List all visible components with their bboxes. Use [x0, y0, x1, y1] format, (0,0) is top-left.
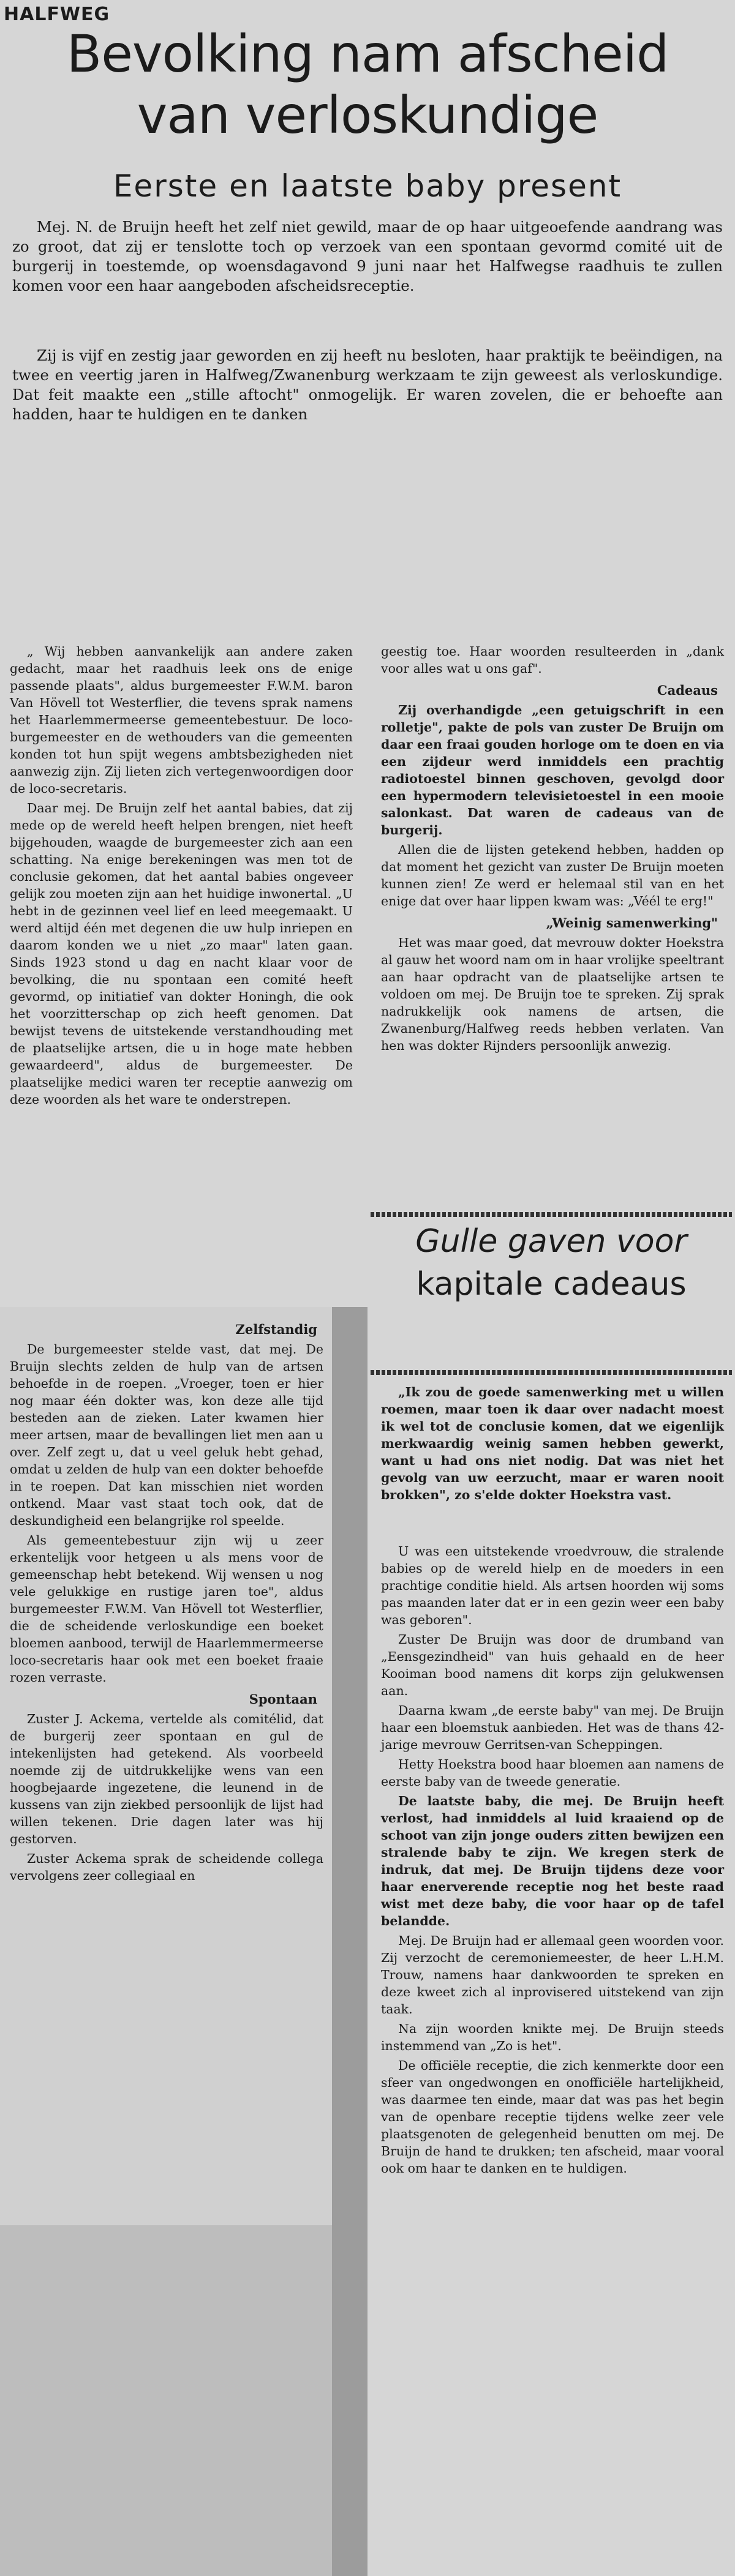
body-paragraph: Na zijn woorden knikte mej. De Bruijn steeds instemmend van „Zo is het". [381, 2021, 724, 2053]
body-paragraph: Zuster J. Ackema, vertelde als comitélid, dat de burgerij zeer spontaan en gul de intekenlijsten had getekend. Als voorbeeld noemde zij de uitdrukkelijke wens van een hoogbejaarde ingezetene, die leunend in de kussens van zijn ziekbed persoonlijk de lijst had willen tekenen. Drie dagen later was hij gestorven. [10, 1712, 323, 1846]
body-paragraph: Zuster De Bruijn was door de drumband van „Eensgezindheid" van huis gehaald en de heer Kooiman bood namens dit korps zijn gelukwensen aan. [381, 1632, 724, 1698]
lead-paragraph: Zij is vijf en zestig jaar geworden en zij heeft nu besloten, haar praktijk te beëindigen, na twee en veertig jaren in Halfweg/Zwanenburg werkzaam te zijn geweest als verloskundige. Dat feit maakte een „stille aftocht" onmogelijk. Er waren zovelen, die er behoefte aan hadden, haar te huldigen en te danken [12, 346, 723, 423]
article-column-left-lower [10, 1316, 323, 1887]
body-paragraph: De burgemeester stelde vast, dat mej. De Bruijn slechts zelden de hulp van de artsen behoefde in de roepen. „Vroeger, toen er hier nog maar één dokter was, kon deze alle tijd besteden aan de zieken. Later kwamen hier meer artsen, maar de bevallingen liet men aan u over. Zelf zegt u, dat u veel geluk hebt gehad, omdat u zelden de hulp van een dokter behoefde in te roepen. Dat kan misschien niet worden ontkend. Maar vast staat toch ook, dat de deskundigheid een belangrijke rol speelde. [10, 1342, 323, 1528]
body-paragraph: De officiële receptie, die zich kenmerkte door een sfeer van ongedwongen en onofficiële hartelijkheid, was daarmee ten einde, maar dat was pas het begin van de openbare receptie tijdens welke zeer vele plaatsgenoten de gelegenheid benutten om mej. De Bruijn de hand te drukken; ten afscheid, maar vooral ook om haar te danken en te huldigen. [381, 2058, 724, 2176]
box-headline-line-2: kapitale cadeaus [416, 1266, 687, 1303]
body-paragraph: Hetty Hoekstra bood haar bloemen aan namens de eerste baby van de tweede generatie. [381, 1757, 724, 1789]
section-label: HALFWEG [4, 4, 110, 25]
bold-paragraph: De laatste baby, die mej. De Bruijn heeft verlost, had inmiddels al luid kraaiend op de schoot van zijn jonge ouders zitten bewijzen een stralende baby te zijn. We kregen sterk de indruk, dat mej. De Bruijn tijdens deze voor haar enerverende receptie nog het beste raad wist met deze baby, die voor haar op de tafel belandde. [381, 1794, 724, 1928]
subheading-spontaan: Spontaan [249, 1691, 317, 1707]
body-paragraph: Daar mej. De Bruijn zelf het aantal babies, dat zij mede op de wereld heeft helpen brengen, niet heeft bijgehouden, waagde de burgemeester zich aan een schatting. Na enige berekeningen was men tot de conclusie gekomen, dat het aantal babies ongeveer gelijk zou moeten zijn aan het huidige inwonertal. „U hebt in de gezinnen veel lief en leed meegemaakt. U werd altijd één met degenen die uw hulp inriepen en daarom konden we u niet „zo maar" laten gaan. Sinds 1923 stond u dag en nacht klaar voor de bevolking, die nu spontaan een comité heeft gevormd, op initiatief van dokter Honingh, die ook het voorzitterschap op zich heeft genomen. Dat bewijst tevens de uitstekende verstandhouding met de plaatselijke artsen, die u in hoge mate hebben gewaardeerd", aldus de burgemeester. De plaatselijke medici waren ter receptie aanwezig om deze woorden als het ware te onderstrepen. [10, 801, 353, 1107]
article-column-right [381, 643, 724, 1057]
article-column-right-lower [381, 1543, 724, 2179]
box-rule-bottom [371, 1370, 732, 1375]
empty-bottom-area [0, 2225, 332, 2576]
box-rule-top [371, 1212, 732, 1217]
headline-line-2: van verloskundige [137, 85, 598, 145]
headline-line-1: Bevolking nam afscheid [66, 24, 669, 84]
subheading-cadeaus: Cadeaus [657, 683, 718, 698]
body-paragraph: Daarna kwam „de eerste baby" van mej. De Bruijn haar een bloemstuk aanbieden. Het was de thans 42-jarige mevrouw Gerritsen-van Scheppingen. [381, 1703, 724, 1752]
subheadline: Eerste en laatste baby present [113, 168, 622, 204]
body-paragraph: „ Wij hebben aanvankelijk aan andere zaken gedacht, maar het raadhuis leek ons de enige passende plaats", aldus burgemeester F.W.M. baron Van Hövell tot Westerflier, die tevens sprak namens het Haarlemmermeerse gemeentebestuur. De loco-burgemeester en de wethouders van die gemeenten konden tot hun spijt wegens ambtsbezigheden niet aanwezig zijn. Zij lieten zich vertegenwoordigen door de loco-secretaris. [10, 644, 353, 796]
body-paragraph: U was een uitstekende vroedvrouw, die stralende babies op de wereld hielp en de moeders in een prachtige conditie hield. Als artsen hoorden wij soms pas maanden later dat er in een gezin weer een baby was geboren". [381, 1544, 724, 1627]
body-paragraph: Het was maar goed, dat mevrouw dokter Hoekstra al gauw het woord nam om in haar vrolijke speeltrant aan haar opdracht van de plaatselijke artsen te voldoen om mej. De Bruijn toe te spreken. Zij sprak nadrukkelijk ook namens de artsen, die Zwanenburg/Halfweg reeds hebben verlaten. Van hen was dokter Rijnders persoonlijk anwezig. [381, 935, 725, 1053]
article-column-left [10, 643, 353, 1110]
body-paragraph: geestig toe. Haar woorden resulteerden in „dank voor alles wat u ons gaf". [381, 644, 724, 676]
subheading-zelfstandig: Zelfstandig [235, 1322, 317, 1337]
body-paragraph: Zuster Ackema sprak de scheidende collega vervolgens zeer collegiaal en [10, 1851, 323, 1883]
body-paragraph: Mej. De Bruijn had er allemaal geen woorden voor. Zij verzocht de ceremoniemeester, de heer L.H.M. Trouw, namens haar dankwoorden te spreken en deze kweet zich al inprovisered uitstekend van zijn taak. [381, 1933, 724, 2016]
body-paragraph: Als gemeentebestuur zijn wij u zeer erkentelijk voor hetgeen u als mens voor de gemeenschap hebt betekend. Wij wensen u nog vele gelukkige en rustige jaren toe", aldus burgemeester F.W.M. Van Hövell tot Westerflier, die de scheidende verloskundige een boeket bloemen aanbood, terwijl de Haarlemmermeerse loco-secretaris haar ook met een boeket fraaie rozen verraste. [10, 1533, 323, 1685]
quote-paragraph: „Ik zou de goede samenwerking met u willen roemen, maar toen ik daar over nadacht moest ik wel tot de conclusie komen, dat we eigenlijk merkwaardig weinig samen hebben gewerkt, want u had ons niet nodig. Dat was niet het gevolg van uw eerzucht, maar er waren nooit brokken", zo s'elde dokter Hoekstra vast. [381, 1385, 724, 1502]
bold-paragraph: Zij overhandigde „een getuigschrift in een rolletje", pakte de pols van zuster De Bruijn om daar een fraai gouden horloge om te doen en via een zijdeur werd inmiddels een prachtig radiotoestel binnen geschoven, gevolgd door een hypermodern televisietoestel in een mooie salonkast. Dat waren de cadeaus van de burgerij. [381, 703, 724, 837]
body-paragraph: Allen die de lijsten getekend hebben, hadden op dat moment het gezicht van zuster De Bruijn moeten kunnen zien! Ze werd er helemaal stil van en het enige dat over haar lippen kwam was: „Véél te erg!" [381, 842, 724, 908]
box-quote [381, 1383, 724, 1503]
box-headline-line-1: Gulle gaven voor [415, 1223, 687, 1260]
subheading-weinig-samenwerking: „Weinig samenwerking" [546, 915, 718, 930]
lead-paragraph: Mej. N. de Bruijn heeft het zelf niet gewild, maar de op haar uitgeoefende aandrang was zo groot, dat zij er tenslotte toch op verzoek van een spontaan gevormd comité uit de burgerij in toestemde, op woensdagavond 9 juni naar het Halfwegse raadhuis te zullen komen voor een haar aangeboden afscheidsreceptie. [12, 218, 723, 294]
